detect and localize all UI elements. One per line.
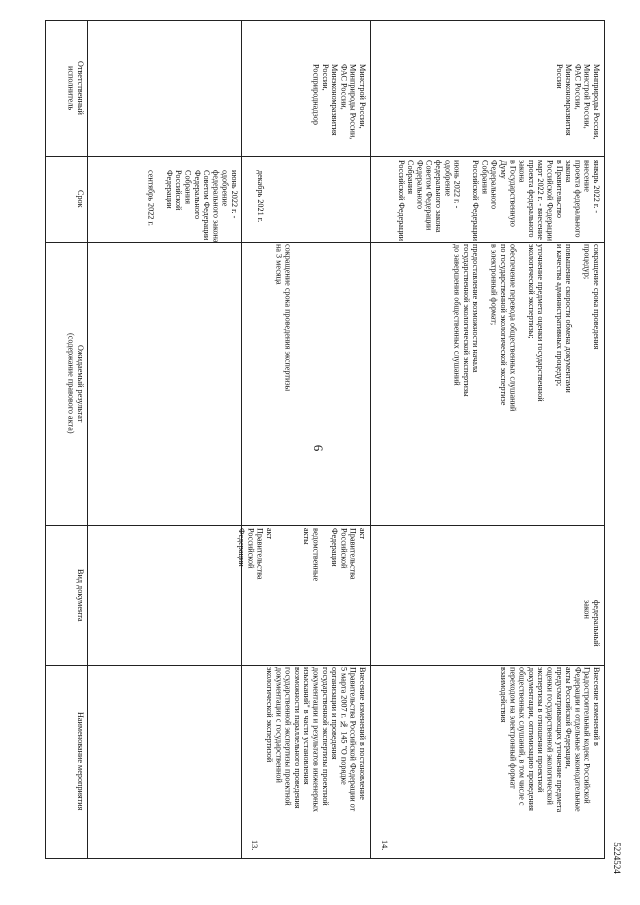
row-13-number: 13. xyxy=(250,840,259,851)
page-number: 6 xyxy=(311,444,326,452)
table-border-left xyxy=(45,20,46,859)
row-divider xyxy=(241,20,242,859)
header-doc-type: Вид документа xyxy=(76,568,85,622)
row-14-doc-type: федеральный закон xyxy=(582,600,601,647)
continuation-deadline: июнь 2022 г. - одобрение федерального закона Советом Федерации Федерального Собрания Российской Федерации сентябрь 2022 г. xyxy=(146,170,239,243)
column-divider xyxy=(45,665,605,666)
measures-table xyxy=(45,20,605,860)
header-result: Ожидаемый результат (содержание правового акта) xyxy=(66,333,85,434)
row-13-deadline: декабрь 2021 г. xyxy=(256,170,265,223)
document-code: 5224524 xyxy=(612,842,622,874)
row-13-result: сокращение срока проведения экспертизы на 3 месяца xyxy=(274,244,293,392)
column-divider xyxy=(45,525,605,526)
column-divider xyxy=(45,156,605,157)
row-13-responsible: Минстрой России, Минприроды России, ФАС России, Минэкономразвития России, Росприроднадзор xyxy=(311,64,367,140)
row-divider xyxy=(370,20,371,859)
row-14-deadline: январь 2022 г. - внесение проекта федерального закона в Правительство Российской Федерации март 2022 г. - внесение проекта федерального закона в Государственную Думу Федерального Собрания Российской Федерации июнь 2022 г. - одобрение федерального закона Советом Федерации Федерального Собрания Российской Федерации xyxy=(396,160,601,242)
row-13-name: Внесение изменений в постановление Правительства Российской Федерации от 5 марта 2007 г. № 145 "О порядке организации и проведения государственной экспертизы проектной документации и результатов инженерных изысканий" в части установления возможности параллельного проведения государственной экспертизы проектной документации с государственной экологической экспертизой xyxy=(265,667,367,812)
table-border-bottom xyxy=(45,858,605,859)
header-divider xyxy=(87,20,88,859)
row-14-responsible: Минприроды России, Минстрой России, ФАС России, Минэкономразвития России xyxy=(554,64,601,140)
row-14-result: сокращение срока проведения процедур; повышение скорости обмена документами и качества административных процедур; уточнение предмета оценки государственной экологической экспертизы; обеспечение перевода общественных слушаний по государственной экологической экспертизе в электронный формат; предоставление возможности начала государственной экологической экспертизы до завершения общественных слушаний xyxy=(452,244,601,412)
row-14-number: 14. xyxy=(380,840,389,851)
header-deadline: Срок xyxy=(76,190,85,208)
header-responsible: Ответственный исполнитель xyxy=(66,61,85,115)
table-border-right xyxy=(604,20,605,859)
table-border-top xyxy=(45,20,605,21)
row-14-name: Внесение изменений в Градостроительный кодекс Российской Федерации и отдельные законодательные акты Российской Федерации, предусматривающих уточнение предмета оценки государственной экологической экспертизы в отношении проектной документации, оптимизацию проведения общественных слушаний, в том числе с переходом на электронный формат взаимодействия xyxy=(499,667,601,813)
row-13-doc-type: акт Правительства Российской Федерации ведомственные акты акт Правительства Российской Федерации xyxy=(237,528,367,582)
header-name: Наименование мероприятия xyxy=(76,712,85,811)
